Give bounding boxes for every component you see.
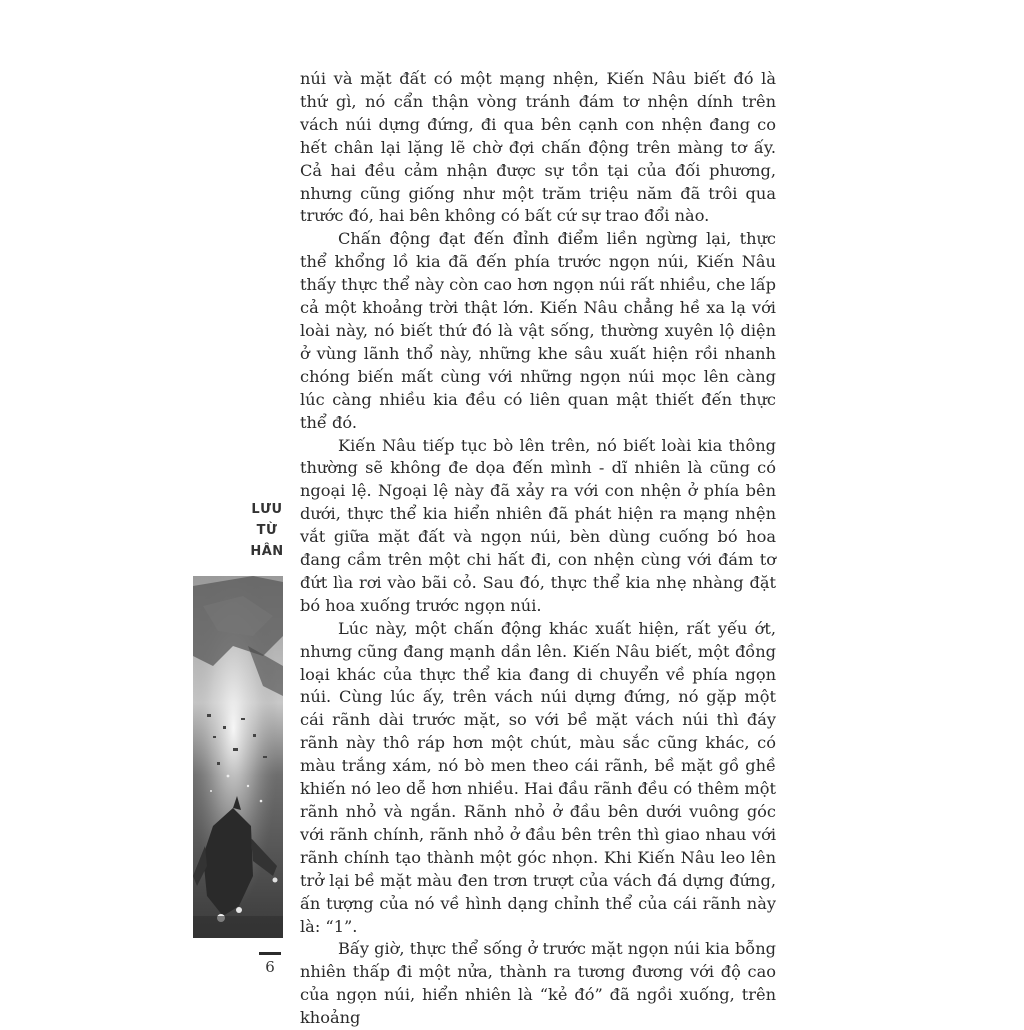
- author-name: [248, 499, 286, 562]
- page-number: 6: [265, 958, 275, 976]
- author-line-3: HÂN: [250, 544, 284, 559]
- page-number-rule: [259, 952, 281, 955]
- paragraph-3: Kiến Nâu tiếp tục bò lên trên, nó biết loài kia thông thường sẽ không đe dọa đến mình - dĩ nhiên là cũng có ngoại lệ. Ngoại lệ này đã xảy ra với con nhện ở phía bên dưới, thực thể kia hiển nhiên đã phát hiện ra mạng nhện vắt giữa mặt đất và ngọn núi, bèn dùng cuống bó hoa đang cầm trên một chi hất đi, con nhện cùng với đám tơ đứt lìa rơi vào bãi cỏ. Sau đó, thực thể kia nhẹ nhàng đặt bó hoa xuống trước ngọn núi.: [300, 435, 776, 615]
- sidebar-illustration: [193, 576, 283, 938]
- body-text: [300, 68, 776, 1030]
- author-line-1: LƯU: [251, 502, 283, 517]
- paragraph-5: Bấy giờ, thực thể sống ở trước mặt ngọn núi kia bỗng nhiên thấp đi một nửa, thành ra tương đương với độ cao của ngọn núi, hiển nhiên là “kẻ đó” đã ngồi xuống, trên khoảng: [300, 939, 776, 1028]
- author-line-2: TỪ: [256, 523, 278, 538]
- paragraph-1: núi và mặt đất có một mạng nhện, Kiến Nâu biết đó là thứ gì, nó cẩn thận vòng tránh đám tơ nhện dính trên vách núi dựng đứng, đi qua bên cạnh con nhện đang co hết chân lại lặng lẽ chờ đợi chấn động trên màng tơ ấy. Cả hai đều cảm nhận được sự tồn tại của đối phương, nhưng cũng giống như một trăm triệu năm đã trôi qua trước đó, hai bên không có bất cứ sự trao đổi nào.: [300, 69, 776, 226]
- paragraph-4: Lúc này, một chấn động khác xuất hiện, rất yếu ớt, nhưng cũng đang mạnh dần lên. Kiến Nâu biết, một đồng loại khác của thực thể kia đang di chuyển về phía ngọn núi. Cùng lúc ấy, trên vách núi dựng đứng, nó gặp một cái rãnh dài trước mặt, so với bề mặt vách núi thì đáy rãnh này thô ráp hơn một chút, màu sắc cũng khác, có màu trắng xám, nó bò men theo cái rãnh, bề mặt gồ ghề khiến nó leo dễ hơn nhiều. Hai đầu rãnh đều có thêm một rãnh nhỏ và ngắn. Rãnh nhỏ ở đầu bên dưới vuông góc với rãnh chính, rãnh nhỏ ở đầu bên trên thì giao nhau với rãnh chính tạo thành một góc nhọn. Khi Kiến Nâu leo lên trở lại bề mặt màu đen trơn trượt của vách đá dựng đứng, ấn tượng của nó về hình dạng chỉnh thể của cái rãnh này là: “1”.: [300, 618, 776, 936]
- paragraph-2: Chấn động đạt đến đỉnh điểm liền ngừng lại, thực thể khổng lồ kia đã đến phía trước ngọn núi, Kiến Nâu thấy thực thể này còn cao hơn ngọn núi rất nhiều, che lấp cả một khoảng trời thật lớn. Kiến Nâu chẳng hề xa lạ với loài này, nó biết thứ đó là vật sống, thường xuyên lộ diện ở vùng lãnh thổ này, những khe sâu xuất hiện rồi nhanh chóng biến mất cùng với những ngọn núi mọc lên càng lúc càng nhiều kia đều có liên quan mật thiết đến thực thể đó.: [300, 229, 776, 432]
